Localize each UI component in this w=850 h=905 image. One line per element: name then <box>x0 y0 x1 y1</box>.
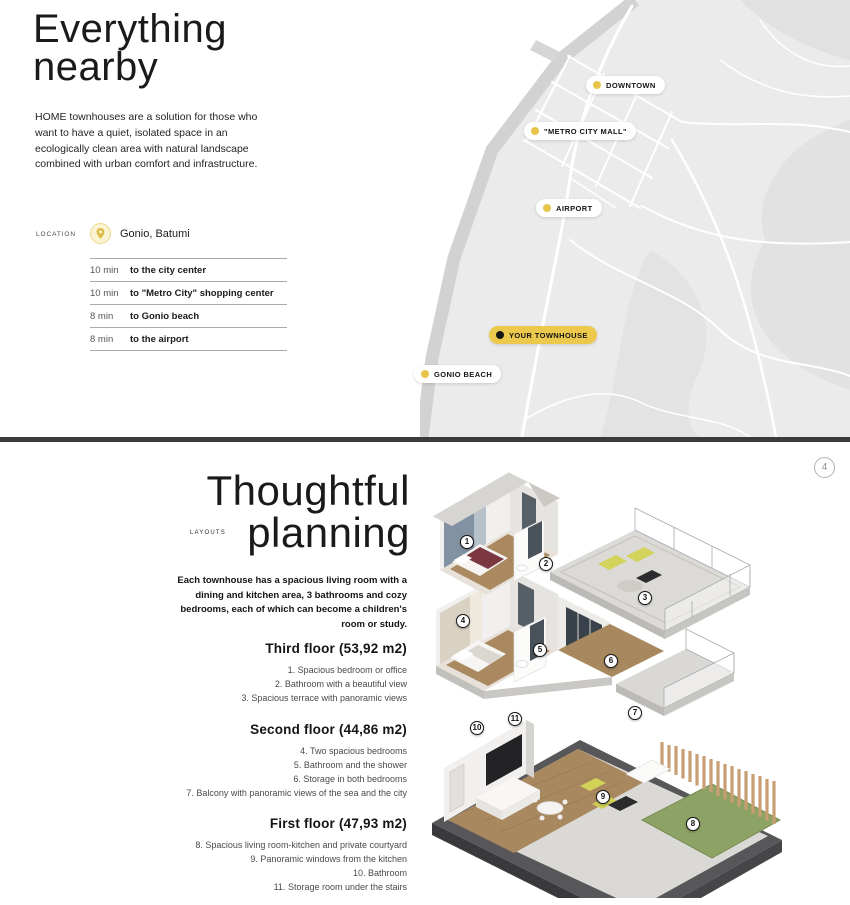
travel-destination: to the airport <box>130 333 189 345</box>
plan-marker: 9 <box>596 790 610 804</box>
map-label-text: "METRO CITY MALL" <box>544 126 627 136</box>
floor-item: 2. Bathroom with a beautiful view <box>274 679 407 689</box>
third-floor-section <box>241 641 407 705</box>
map-label-your-townhouse <box>489 326 597 344</box>
location-pin-icon <box>90 223 111 244</box>
floor-item: 10. Bathroom <box>352 868 407 878</box>
plan-marker: 11 <box>508 712 522 726</box>
map-dot-icon <box>593 81 601 89</box>
map-dot-icon <box>531 127 539 135</box>
floor-item: 5. Bathroom and the shower <box>293 760 407 770</box>
page-title-everything-nearby <box>33 7 227 90</box>
floor-item: 8. Spacious living room-kitchen and private courtyard <box>195 840 407 850</box>
first-floor-section <box>195 816 407 894</box>
plan-marker: 1 <box>460 535 474 549</box>
map-label-metro-city-mall <box>524 122 636 140</box>
title-line1: Everything <box>33 7 227 51</box>
page-number-badge: 4 <box>814 457 835 478</box>
floor-item: 3. Spacious terrace with panoramic views <box>241 693 407 703</box>
title-line2: planning <box>247 509 410 556</box>
slide-divider <box>0 437 850 442</box>
plan-marker: 10 <box>470 721 484 735</box>
plan-marker: 4 <box>456 614 470 628</box>
plan-marker: 7 <box>628 706 642 720</box>
travel-minutes: 10 min <box>90 264 119 276</box>
floor-item: 7. Balcony with panoramic views of the sea and the city <box>186 788 407 798</box>
travel-minutes: 8 min <box>90 310 114 322</box>
plan-marker: 6 <box>604 654 618 668</box>
travel-destination: to the city center <box>130 264 207 276</box>
floor-item: 4. Two spacious bedrooms <box>300 746 407 756</box>
travel-destination: to "Metro City" shopping center <box>130 287 274 299</box>
travel-times-table <box>90 258 287 351</box>
location-value: Gonio, Batumi <box>120 228 190 240</box>
plan-marker: 3 <box>638 591 652 605</box>
floor-item: 11. Storage room under the stairs <box>273 882 407 892</box>
floor-heading: First floor (47,93 m2) <box>269 816 407 831</box>
floor-item: 6. Storage in both bedrooms <box>293 774 407 784</box>
travel-row <box>90 304 287 327</box>
map-label-text: AIRPORT <box>556 203 593 213</box>
plan-marker: 2 <box>539 557 553 571</box>
map-label-downtown <box>586 76 665 94</box>
plan-marker: 5 <box>533 643 547 657</box>
map-label-gonio-beach <box>414 365 501 383</box>
map-dot-icon <box>421 370 429 378</box>
map-dot-icon <box>543 204 551 212</box>
first-floor-group <box>432 720 782 898</box>
layouts-eyebrow: LAYOUTS <box>190 530 226 536</box>
travel-minutes: 10 min <box>90 287 119 299</box>
map-label-text: YOUR TOWNHOUSE <box>509 330 588 340</box>
travel-minutes: 8 min <box>90 333 114 345</box>
floor-item: 1. Spacious bedroom or office <box>287 665 407 675</box>
floor-heading: Second floor (44,86 m2) <box>250 722 407 737</box>
title-line2: nearby <box>33 45 159 90</box>
intro-paragraph: HOME townhouses are a solution for those who want to have a quiet, isolated space in an ecologically clean area with natural landscape combined with urban comfort and infrastructure. <box>35 111 258 171</box>
travel-row <box>90 327 287 351</box>
second-floor-section <box>186 722 407 800</box>
travel-row <box>90 281 287 304</box>
title-line1: Thoughtful <box>206 467 410 514</box>
planning-paragraph: Each townhouse has a spacious living room with a dining and kitchen area, 3 bathrooms and cozy bedrooms, each of which can become a children's room or study. <box>177 575 407 631</box>
floor-item: 9. Panoramic windows from the kitchen <box>250 854 407 864</box>
travel-row <box>90 258 287 281</box>
page-title-thoughtful-planning <box>206 467 410 556</box>
plan-marker: 8 <box>686 817 700 831</box>
map-label-text: GONIO BEACH <box>434 369 493 379</box>
location-label: LOCATION <box>36 231 76 238</box>
travel-destination: to Gonio beach <box>130 310 200 322</box>
floorplan-3d-illustration <box>430 468 790 898</box>
map-label-airport <box>536 199 602 217</box>
map-label-text: DOWNTOWN <box>606 80 656 90</box>
map-dot-icon <box>496 331 504 339</box>
floor-heading: Third floor (53,92 m2) <box>265 641 407 656</box>
